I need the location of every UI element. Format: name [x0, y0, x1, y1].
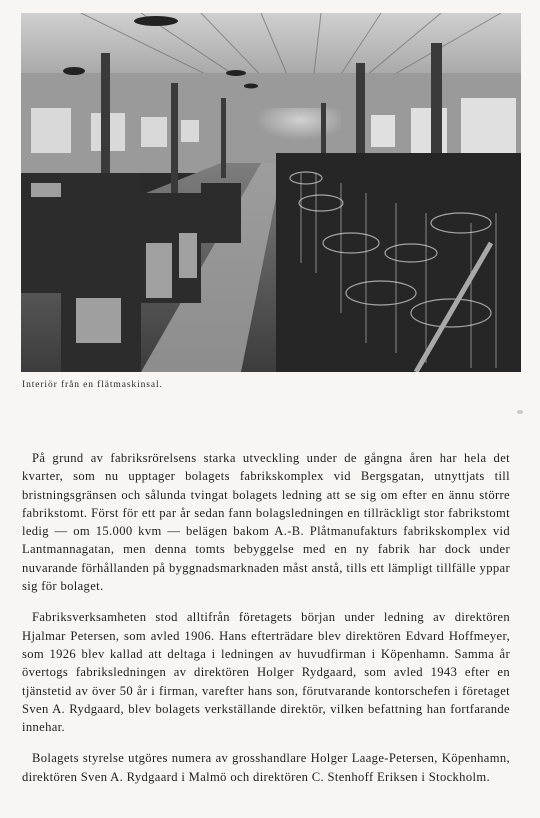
- body-text: [22, 449, 510, 786]
- paragraph: Fabriksverksamheten stod alltifrån företagets början under ledning av direktören Hjalmar Petersen, som avled 1906. Hans efterträdare blev direktören Edvard Hoffmeyer, som 1926 blev kallad att deltaga i ledningen av huvudfirman i Köpenhamn. Samma år övertogs fabriksledningen av direktören Holger Rydgaard, som avled 1943 efter en tjänstetid av över 50 år i firman, varefter hans son, förutvarande kontorschefen i företaget Sven A. Rydgaard, blev bolagets verkställande direktör, vilken befattning han fortfarande innehar.: [22, 610, 510, 735]
- photo-caption: Interiör från en flätmaskinsal.: [22, 380, 163, 390]
- factory-interior-photo: [21, 13, 521, 372]
- paragraph: På grund av fabriksrörelsens starka utveckling under de gångna åren har hela det kvarter, som nu upptager bolagets fabrikskomplex vid Bergsgatan, utnyttjats till bristningsgränsen och sålunda tvingat bolagets ledning att se sig om efter en ännu större fabrikstomt. Först för ett par år sedan fann bolagsledningen en tillräckligt stor fabrikstomt ledig — om 15.000 kvm — belägen bakom A.-B. Plåtmanufakturs fabrikskomplex vid Lantmannagatan, men denna tomts bebyggelse med en ny fabrik har dock under nuvarande förhållanden på byggnadsmarknaden måst anstå, tills ett lämpligt tillfälle yppar sig för bolaget.: [22, 451, 510, 594]
- factory-interior-illustration: [21, 13, 521, 372]
- paper-speck: [517, 410, 523, 414]
- paragraph: Bolagets styrelse utgöres numera av grosshandlare Holger Laage-Petersen, Köpenhamn, direktören Sven A. Rydgaard i Malmö och direktören C. Stenhoff Eriksen i Stockholm.: [22, 751, 510, 784]
